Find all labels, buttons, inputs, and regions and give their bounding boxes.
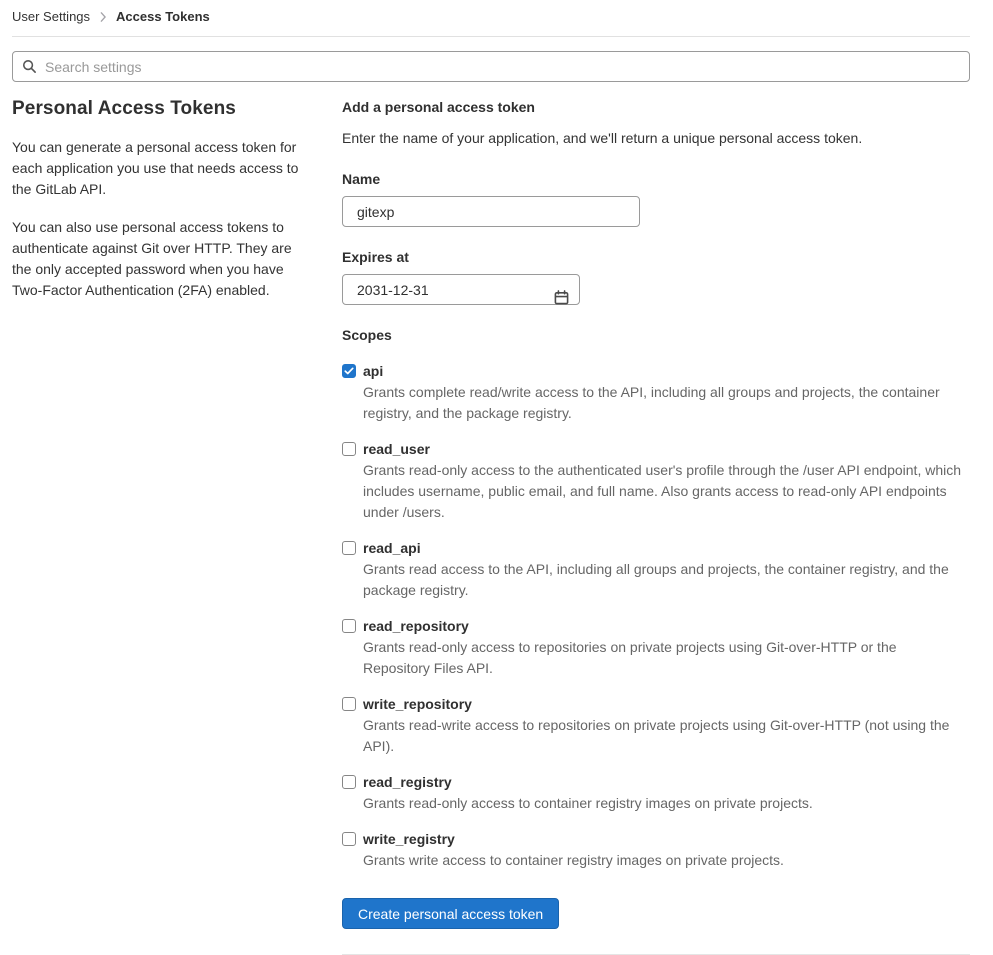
token-name-input[interactable] [342,196,640,227]
scope-head[interactable] [342,441,970,457]
header-divider [12,36,970,37]
expires-at-label: Expires at [342,249,409,265]
scope-checkbox[interactable] [342,832,356,846]
scope-item-api [342,363,970,424]
section-description-panel [12,82,342,301]
scope-label[interactable]: write_repository [363,696,472,712]
scope-head[interactable] [342,696,970,712]
scope-item-read_user [342,441,970,523]
settings-search [12,51,970,82]
scope-checkbox[interactable] [342,442,356,456]
scope-description: Grants read-only access to the authenticated user's profile through the /user API endpoint, which includes username, public email, and full name. Also grants access to read-only API endpoints under /users. [363,462,962,520]
form-title: Add a personal access token [342,99,535,115]
form-subtitle: Enter the name of your application, and we'll return a unique personal access token. [342,130,863,146]
token-form [342,82,970,955]
scope-item-read_registry [342,774,970,814]
scope-label[interactable]: read_api [363,540,421,556]
scopes-label: Scopes [342,327,392,343]
search-input[interactable] [12,51,970,82]
scope-checkbox[interactable] [342,364,356,378]
scope-description: Grants read-only access to repositories on private projects using Git-over-HTTP or the Repository Files API. [363,639,897,676]
content-columns [12,82,970,955]
scope-label[interactable]: read_repository [363,618,469,634]
scope-checkbox[interactable] [342,619,356,633]
scope-checkbox[interactable] [342,775,356,789]
scope-checkbox[interactable] [342,697,356,711]
scope-description: Grants read-write access to repositories on private projects using Git-over-HTTP (not using the API). [363,717,950,754]
scope-head[interactable] [342,831,970,847]
scope-label[interactable]: read_registry [363,774,452,790]
scope-description: Grants read access to the API, including all groups and projects, the container registry, and the package registry. [363,561,949,598]
page-title: Personal Access Tokens [12,98,236,119]
scope-head[interactable] [342,540,970,556]
search-icon [22,59,37,74]
description-paragraph-1: You can generate a personal access token for each application you use that needs access to the GitLab API. [12,139,299,197]
scope-item-write_repository [342,696,970,757]
scope-head[interactable] [342,618,970,634]
scope-item-write_registry [342,831,970,871]
scopes-list [342,363,970,871]
expires-at-field [342,274,580,305]
chevron-right-icon [99,12,107,22]
description-paragraph-2: You can also use personal access tokens to authenticate against Git over HTTP. They are the only accepted password when you have Two-Factor Authentication (2FA) enabled. [12,219,292,298]
scope-label[interactable]: read_user [363,441,430,457]
scope-label[interactable]: api [363,363,384,379]
breadcrumb [12,0,970,24]
name-label: Name [342,171,381,187]
expires-at-input[interactable] [342,274,580,305]
scope-head[interactable] [342,774,970,790]
scope-head[interactable] [342,363,970,379]
scope-item-read_repository [342,618,970,679]
scope-label[interactable]: write_registry [363,831,455,847]
scope-description: Grants read-only access to container registry images on private projects. [363,795,813,811]
scope-checkbox[interactable] [342,541,356,555]
breadcrumb-access-tokens: Access Tokens [116,9,210,24]
create-token-button[interactable]: Create personal access token [342,898,559,929]
calendar-icon[interactable] [554,290,569,305]
breadcrumb-user-settings[interactable]: User Settings [12,9,91,24]
scope-description: Grants write access to container registry images on private projects. [363,852,784,868]
scope-description: Grants complete read/write access to the API, including all groups and projects, the container registry, and the package registry. [363,384,940,421]
scope-item-read_api [342,540,970,601]
